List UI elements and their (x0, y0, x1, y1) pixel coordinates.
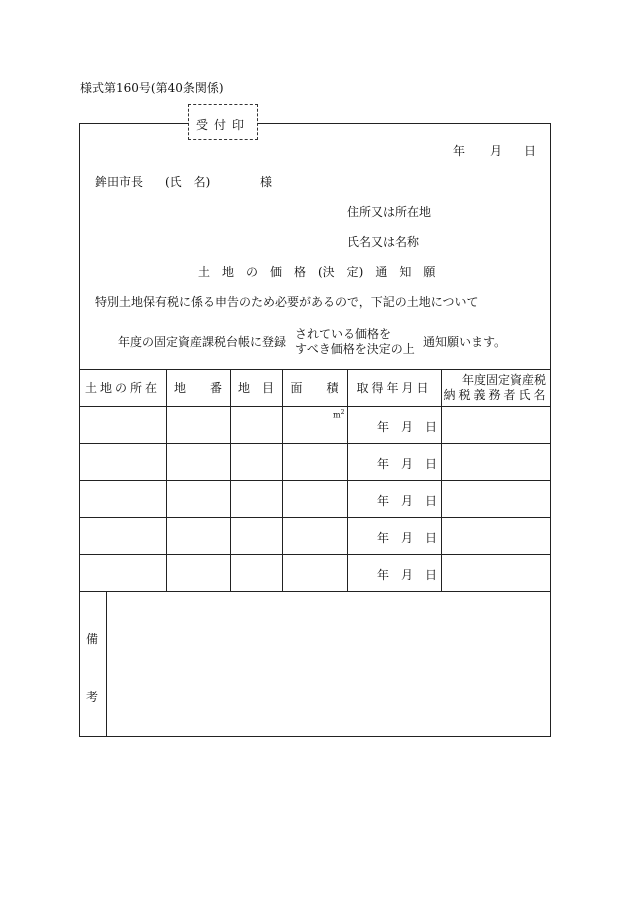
addressee-title: 鉾田市長 (95, 175, 144, 189)
table-bottom-border (79, 591, 551, 592)
date-year: 年 (453, 144, 466, 158)
header-taxpayer: 年度固定資産税 納税義務者氏名 (443, 372, 549, 402)
header-area: 面 積 (290, 381, 339, 395)
row4-day: 日 (425, 531, 438, 545)
body-option2: すべき価格を決定の上 (295, 342, 415, 356)
area-unit: $m^2$ (333, 409, 345, 420)
table-row-border (79, 480, 551, 481)
row5-day: 日 (425, 568, 438, 582)
row5-month: 月 (401, 568, 414, 582)
form-frame (79, 123, 551, 737)
addressee-honorific: 様 (260, 175, 273, 189)
row5-year: 年 (377, 568, 390, 582)
row1-year: 年 (377, 420, 390, 434)
header-acquisition-date: 取得年月日 (356, 381, 432, 395)
table-row-border (79, 443, 551, 444)
row2-month: 月 (401, 457, 414, 471)
header-location: 土地の所在 (84, 381, 160, 395)
body-line2-suffix: 通知願います。 (423, 335, 507, 349)
applicant-address-label: 住所又は所在地 (347, 205, 432, 219)
remarks-divider (106, 591, 107, 737)
row3-month: 月 (401, 494, 414, 508)
applicant-name-label: 氏名又は名称 (347, 235, 420, 249)
remarks-char2: 考 (86, 690, 99, 704)
table-row-border (79, 554, 551, 555)
table-header-border (79, 406, 551, 407)
date-day: 日 (524, 144, 537, 158)
reception-stamp-box (188, 104, 258, 140)
row4-month: 月 (401, 531, 414, 545)
row1-day: 日 (425, 420, 438, 434)
stamp-label: 受付印 (195, 118, 250, 132)
row1-month: 月 (401, 420, 414, 434)
body-line1: 特別土地保有税に係る申告のため必要があるので，下記の土地について (95, 295, 479, 309)
body-line2-prefix: 年度の固定資産課税台帳に登録 (118, 335, 287, 349)
row2-day: 日 (425, 457, 438, 471)
addressee-name-label: (氏 名) (165, 175, 211, 189)
row2-year: 年 (377, 457, 390, 471)
remarks-char1: 備 (86, 632, 99, 646)
date-month: 月 (490, 144, 503, 158)
header-lot-number: 地 番 (173, 381, 222, 395)
row4-year: 年 (377, 531, 390, 545)
row3-day: 日 (425, 494, 438, 508)
row3-year: 年 (377, 494, 390, 508)
form-number: 様式第160号(第40条関係) (80, 81, 224, 95)
body-option1: されている価格を (295, 327, 392, 341)
form-title: 土 地 の 価 格 (決 定) 通 知 願 (198, 265, 436, 279)
header-land-category: 地 目 (237, 381, 274, 395)
table-row-border (79, 517, 551, 518)
